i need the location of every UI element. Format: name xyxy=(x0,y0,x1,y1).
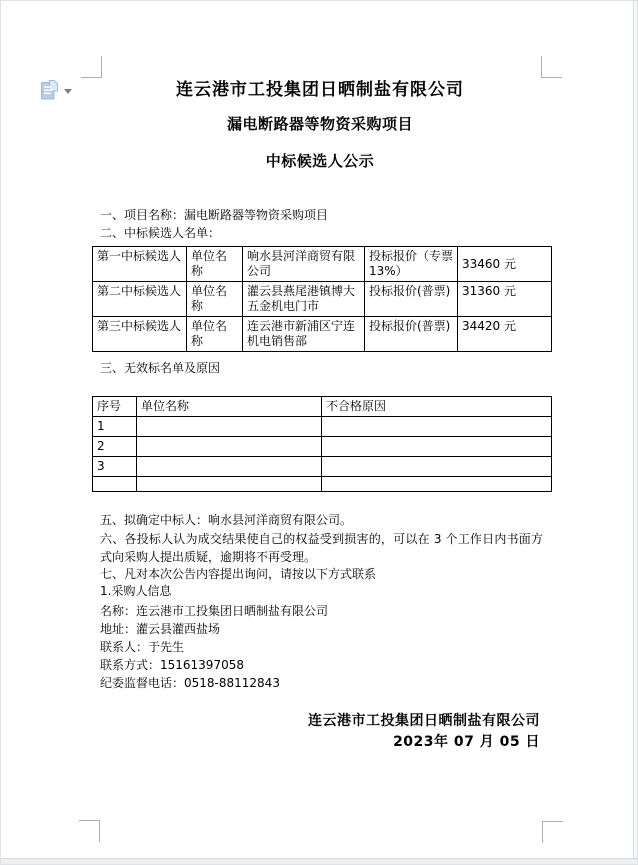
purchaser-info-heading: 1.采购人信息 xyxy=(100,584,172,598)
header-cell-unit: 单位名称 xyxy=(137,397,322,417)
price-label-cell: 投标报价(普票) xyxy=(365,282,458,317)
seq-cell xyxy=(93,477,137,492)
document-title-project: 漏电断路器等物资采购项目 xyxy=(226,115,413,133)
document-title-announcement: 中标候选人公示 xyxy=(265,152,375,170)
company-cell: 响水县河洋商贸有限公司 xyxy=(243,247,365,282)
table-row xyxy=(93,437,552,457)
seq-cell: 1 xyxy=(93,417,137,437)
seq-cell: 3 xyxy=(93,457,137,477)
unit-label-cell: 单位名称 xyxy=(187,247,243,282)
signature-block xyxy=(308,711,540,753)
signature-date: 2023年 07 月 05 日 xyxy=(393,734,540,750)
purchaser-supervision-phone: 纪委监督电话：0518-88112843 xyxy=(100,676,280,690)
candidate-rank-cell: 第三中标候选人 xyxy=(93,317,187,352)
table-row xyxy=(93,247,552,282)
table-header-row xyxy=(93,397,552,417)
margin-mark-bottom-right xyxy=(542,821,563,843)
reason-cell xyxy=(322,477,552,492)
section-objection-notice: 六、各投标人认为成交结果使自己的权益受到损害的，可以在 3 个工作日内书面方式向采购人提出质疑，逾期将不再受理。 xyxy=(100,532,543,564)
candidates-table xyxy=(92,246,552,352)
signature-company: 连云港市工投集团日晒制盐有限公司 xyxy=(308,713,540,729)
purchaser-name: 名称：连云港市工投集团日晒制盐有限公司 xyxy=(100,604,329,618)
section-candidate-list-heading: 二、中标候选人名单： xyxy=(100,226,221,240)
reason-cell xyxy=(322,417,552,437)
table-row xyxy=(93,317,552,352)
price-cell: 34420 元 xyxy=(458,317,552,352)
purchaser-address: 地址：灌云县灌西盐场 xyxy=(100,622,221,636)
page-bottom-gap xyxy=(1,858,638,865)
company-cell: 灌云县燕尾港镇博大五金机电门市 xyxy=(243,282,365,317)
purchaser-contact-phone: 联系方式：15161397058 xyxy=(100,658,244,672)
margin-mark-top-right xyxy=(541,56,562,78)
unit-cell xyxy=(137,417,322,437)
section-winner: 五、拟确定中标人：响水县河洋商贸有限公司。 xyxy=(100,513,353,527)
margin-mark-top-left xyxy=(81,56,102,78)
seq-cell: 2 xyxy=(93,437,137,457)
unit-cell xyxy=(137,437,322,457)
table-row xyxy=(93,417,552,437)
header-cell-reason: 不合格原因 xyxy=(322,397,552,417)
table-row xyxy=(93,457,552,477)
reason-cell xyxy=(322,457,552,477)
company-cell: 连云港市新浦区宁连机电销售部 xyxy=(243,317,365,352)
price-label-cell: 投标报价（专票13%） xyxy=(365,247,458,282)
unit-cell xyxy=(137,477,322,492)
unit-label-cell: 单位名称 xyxy=(187,282,243,317)
reason-cell xyxy=(322,437,552,457)
unit-cell xyxy=(137,457,322,477)
price-label-cell: 投标报价(普票) xyxy=(365,317,458,352)
section-invalid-bids-heading: 三、无效标名单及原因 xyxy=(100,361,221,375)
document-title-company: 连云港市工投集团日晒制盐有限公司 xyxy=(176,80,464,100)
section-project-name: 一、项目名称：漏电断路器等物资采购项目 xyxy=(100,208,329,222)
header-cell-seq: 序号 xyxy=(93,397,137,417)
table-row xyxy=(93,282,552,317)
section-inquiry-contact: 七、凡对本次公告内容提出询问，请按以下方式联系 xyxy=(100,567,377,581)
purchaser-info-block xyxy=(100,602,328,692)
unit-label-cell: 单位名称 xyxy=(187,317,243,352)
purchaser-contact-person: 联系人：于先生 xyxy=(100,640,185,654)
candidate-rank-cell: 第一中标候选人 xyxy=(93,247,187,282)
invalid-bids-table xyxy=(92,396,552,492)
price-cell: 33460 元 xyxy=(458,247,552,282)
margin-mark-bottom-left xyxy=(79,820,100,842)
price-cell: 31360 元 xyxy=(458,282,552,317)
table-row xyxy=(93,477,552,492)
candidate-rank-cell: 第二中标候选人 xyxy=(93,282,187,317)
